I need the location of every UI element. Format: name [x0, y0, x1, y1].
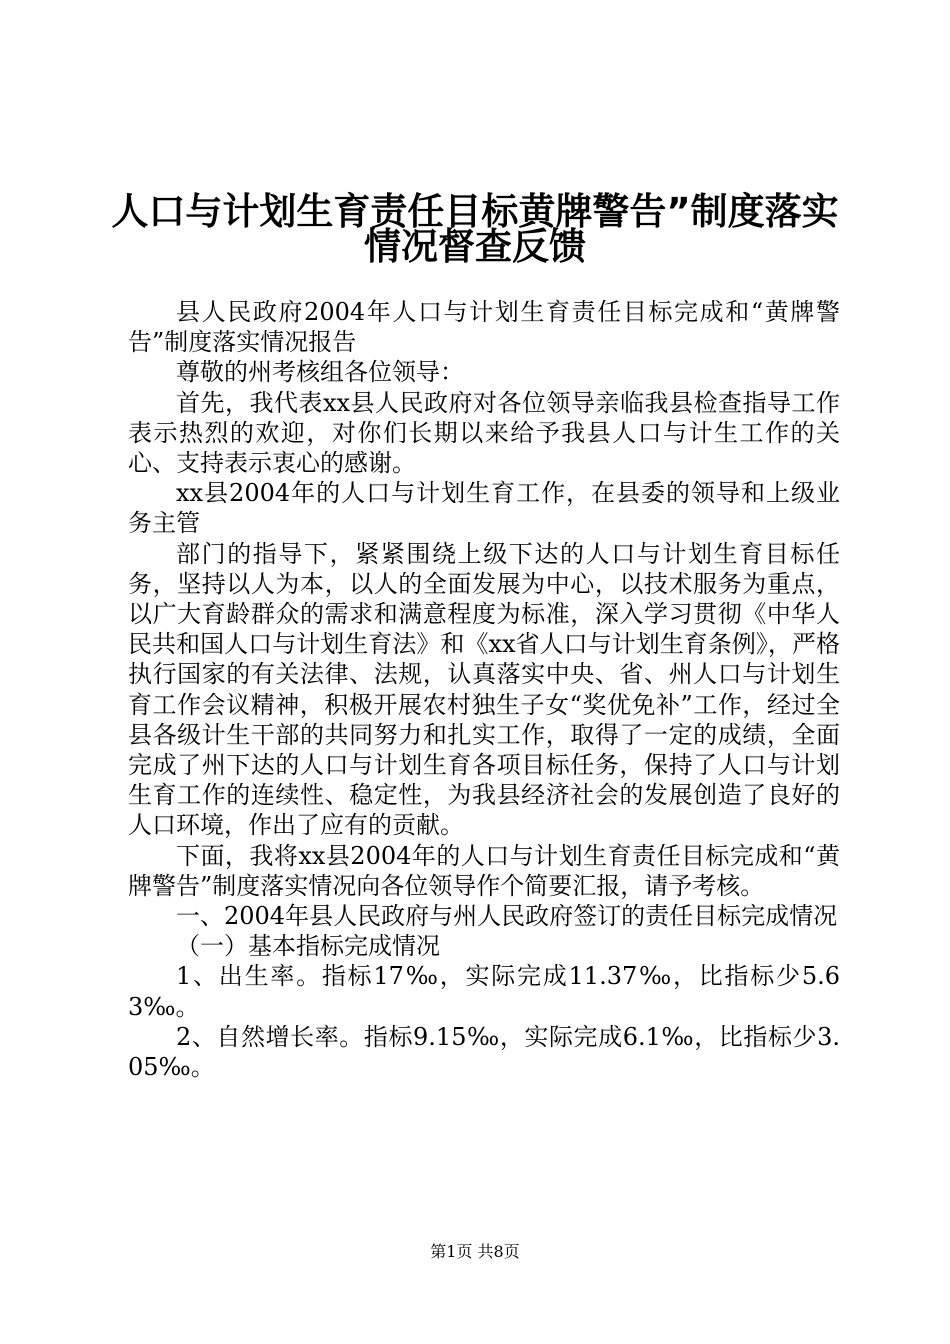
document-body — [128, 297, 840, 1082]
document-title-line-2: 情况督查反馈 — [364, 225, 586, 268]
paragraph-report-outline: 下面，我将xx县2004年的人口与计划生育责任目标完成和“黄牌警告”制度落实情况向各位领导作个简要汇报，请予考核。 — [128, 841, 840, 900]
list-item-growth-rate: 2、自然增长率。指标9.15‰，实际完成6.1‰，比指标少3.05‰。 — [128, 1022, 840, 1082]
document-title-line-1: 人口与计划生育责任目标黄牌警告”制度落实 — [111, 190, 839, 233]
paragraph-report-heading: 县人民政府2004年人口与计划生育责任目标完成和“黄牌警告”制度落实情况报告 — [128, 298, 840, 357]
page-footer: 第1页 共8页 — [430, 1242, 520, 1261]
paragraph-achievements: 部门的指导下，紧紧围绕上级下达的人口与计划生育目标任务，坚持以人为本，以人的全面发展为中心，以技术服务为重点，以广大育龄群众的需求和满意程度为标准，深入学习贯彻《中华人民共和国人口与计划生育法》和《xx省人口与计划生育条例》，严格执行国家的有关法律、法规，认真落实中央、省、州人口与计划生育工作会议精神，积极开展农村独生子女“奖优免补”工作，经过全县各级计生干部的共同努力和扎实工作，取得了一定的成绩，全面完成了州下达的人口与计划生育各项目标任务，保持了人口与计划生育工作的连续性、稳定性，为我县经济社会的发展创造了良好的人口环境，作出了应有的贡献。 — [128, 539, 840, 840]
paragraph-welcome: 首先，我代表xx县人民政府对各位领导亲临我县检查指导工作表示热烈的欢迎，对你们长期以来给予我县人口与计生工作的关心、支持表示衷心的感谢。 — [128, 388, 840, 478]
paragraph-salutation: 尊敬的州考核组各位领导： — [176, 358, 464, 387]
section-heading-1: 一、2004年县人民政府与州人民政府签订的责任目标完成情况 — [176, 902, 838, 931]
list-item-birth-rate: 1、出生率。指标17‰，实际完成11.37‰，比指标少5.63‰。 — [128, 962, 840, 1021]
paragraph-intro: xx县2004年的人口与计划生育工作，在县委的领导和上级业务主管 — [128, 479, 840, 538]
subsection-heading-1: （一）基本指标完成情况 — [176, 932, 440, 961]
